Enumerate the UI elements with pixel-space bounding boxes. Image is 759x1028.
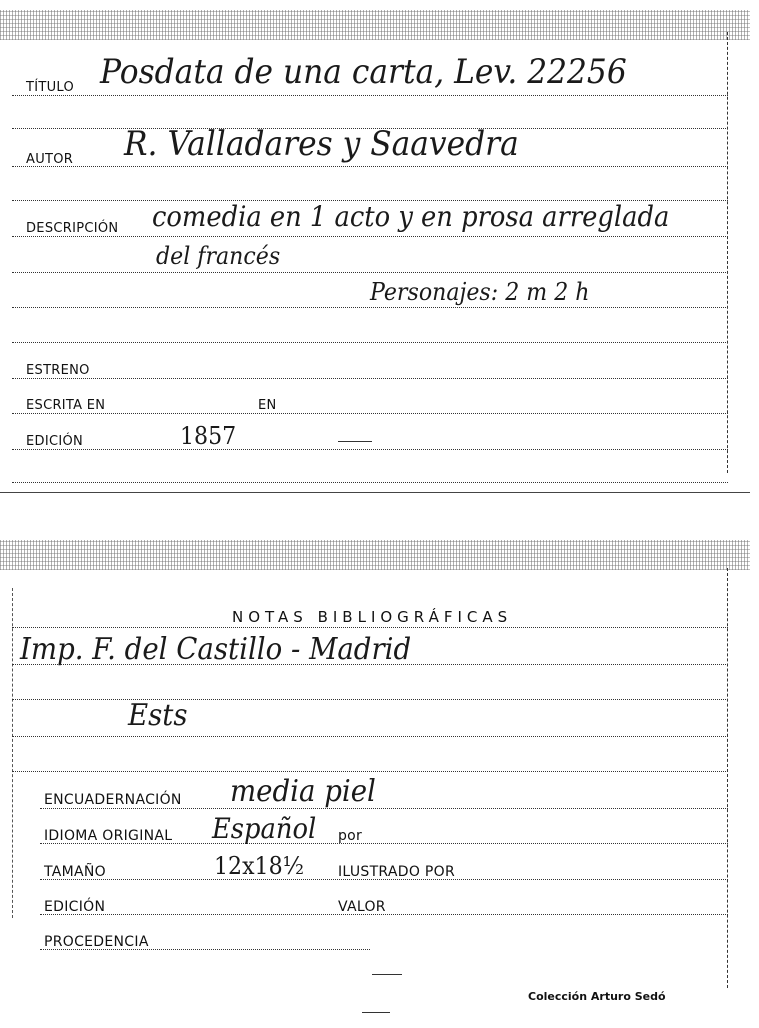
descripcion-value: comedia en 1 acto y en prosa arreglada bbox=[152, 200, 670, 233]
procedencia-label: PROCEDENCIA bbox=[44, 934, 149, 950]
rule-line bbox=[40, 808, 728, 809]
edicion-label: EDICIÓN bbox=[26, 434, 84, 449]
ink-mark bbox=[338, 441, 372, 442]
por-label: por bbox=[338, 828, 363, 844]
personajes-value: Personajes: 2 m 2 h bbox=[370, 278, 590, 306]
valor-label: VALOR bbox=[338, 899, 386, 915]
rule-line bbox=[12, 95, 728, 96]
encuadernacion-value: media piel bbox=[230, 774, 376, 809]
rule-line bbox=[12, 482, 728, 483]
descripcion-value-continued: del francés bbox=[156, 242, 281, 270]
card-left-border bbox=[12, 588, 13, 918]
card-right-border bbox=[727, 32, 728, 473]
descripcion-label: DESCRIPCIÓN bbox=[26, 221, 119, 236]
catalog-card-back bbox=[0, 538, 750, 1028]
idioma-original-label: IDIOMA ORIGINAL bbox=[44, 828, 173, 844]
rule-line bbox=[12, 736, 728, 737]
en-label: EN bbox=[258, 398, 277, 413]
tamano-label: TAMAÑO bbox=[44, 864, 106, 880]
titulo-value: Posdata de una carta, Lev. 22256 bbox=[100, 52, 627, 92]
catalog-card-front bbox=[0, 0, 750, 493]
card-top-edge-texture bbox=[0, 540, 750, 570]
titulo-label: TÍTULO bbox=[26, 80, 75, 95]
card-top-edge-texture bbox=[0, 10, 750, 40]
rule-line bbox=[12, 342, 728, 343]
autor-label: AUTOR bbox=[26, 152, 74, 167]
rule-line bbox=[12, 699, 728, 700]
collection-stamp: Colección Arturo Sedó bbox=[528, 990, 666, 1003]
escrita-en-label: ESCRITA EN bbox=[26, 398, 106, 413]
idioma-original-value: Español bbox=[212, 812, 317, 845]
rule-line bbox=[12, 378, 728, 379]
rule-line bbox=[12, 771, 728, 772]
rule-line bbox=[12, 236, 728, 237]
rule-line bbox=[12, 307, 728, 308]
rule-line bbox=[12, 413, 728, 414]
estreno-label: ESTRENO bbox=[26, 363, 90, 378]
ink-mark bbox=[372, 974, 402, 975]
edicion-value: 1857 bbox=[180, 422, 237, 450]
tamano-value: 12x18½ bbox=[214, 852, 305, 880]
notas-heading: NOTAS BIBLIOGRÁFICAS bbox=[232, 608, 513, 626]
card-right-border bbox=[727, 568, 728, 988]
notes-line-1: Imp. F. del Castillo - Madrid bbox=[20, 632, 412, 667]
ink-mark bbox=[362, 1012, 390, 1013]
rule-line bbox=[12, 166, 728, 167]
autor-value: R. Valladares y Saavedra bbox=[124, 124, 519, 164]
notes-line-2: Ests bbox=[128, 698, 188, 733]
edicion-label: EDICIÓN bbox=[44, 899, 106, 915]
rule-line bbox=[12, 272, 728, 273]
encuadernacion-label: ENCUADERNACIÓN bbox=[44, 792, 182, 808]
ilustrado-por-label: ILUSTRADO POR bbox=[338, 864, 455, 880]
rule-line bbox=[12, 449, 728, 450]
rule-line bbox=[12, 627, 728, 628]
card-divider bbox=[0, 492, 750, 493]
